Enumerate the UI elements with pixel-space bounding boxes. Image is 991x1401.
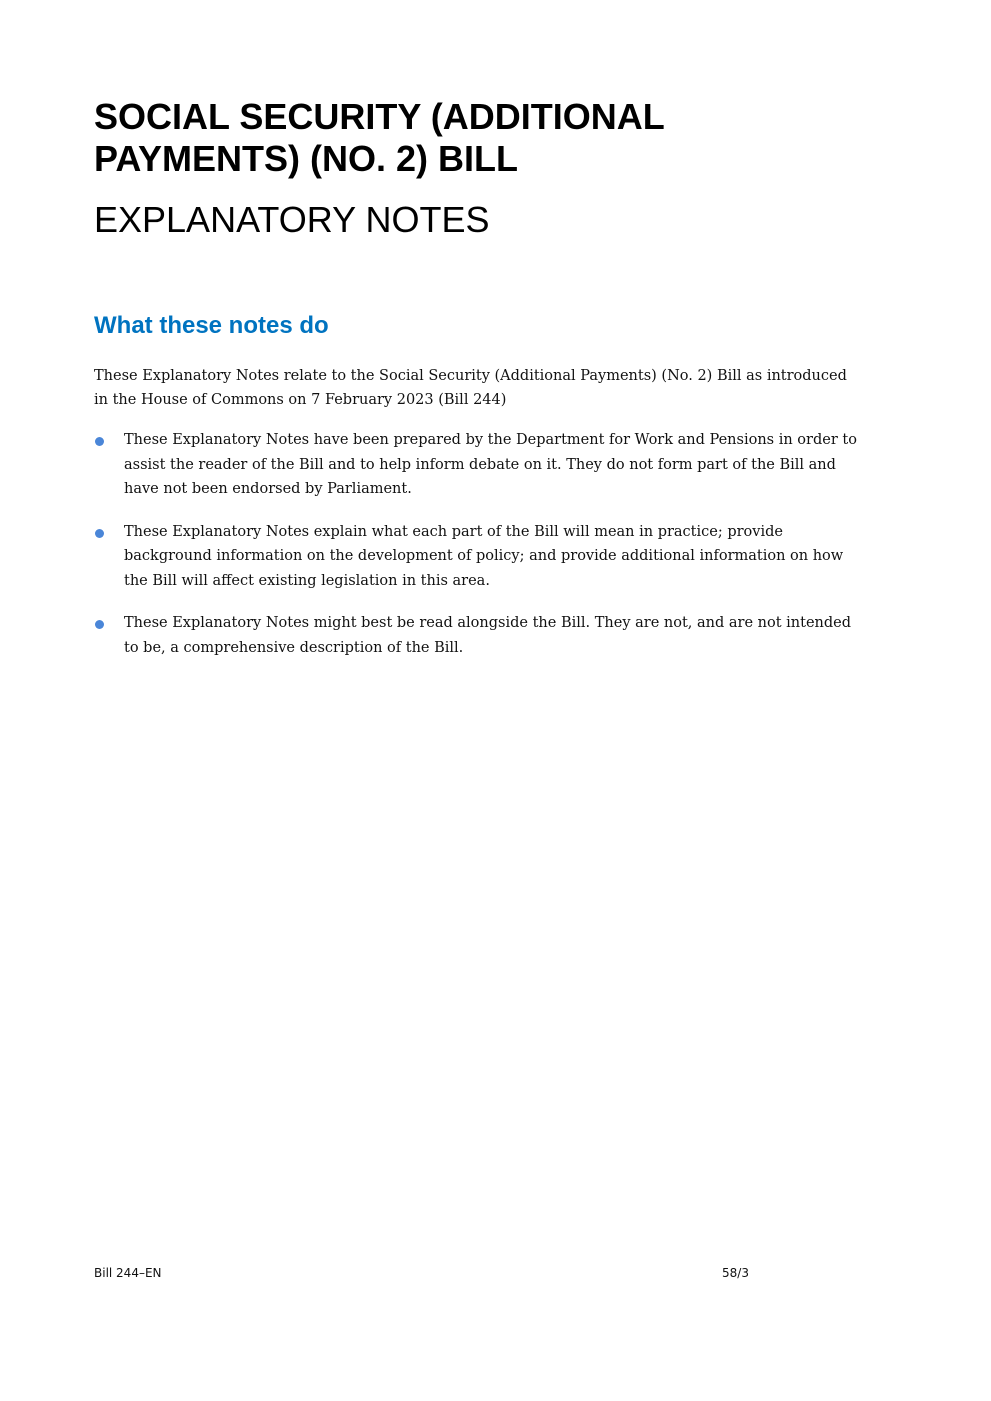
bullet-list — [94, 428, 864, 678]
intro-paragraph: These Explanatory Notes relate to the Social Security (Additional Payments) (No. 2) Bill as introduced in the House of Commons on 7 February 2023 (Bill 244) — [94, 368, 847, 408]
bullet-text: These Explanatory Notes might best be read alongside the Bill. They are not, and are not intended to be, a comprehensive description of the Bill. — [124, 615, 852, 656]
bullet-dot-icon — [95, 437, 104, 446]
bullet-dot-icon — [95, 620, 104, 629]
document-title: SOCIAL SECURITY (ADDITIONAL PAYMENTS) (NO. 2) BILL — [94, 96, 665, 179]
footer-bill-reference: Bill 244–EN — [94, 1266, 162, 1280]
bullet-text: These Explanatory Notes have been prepared by the Department for Work and Pensions in order to assist the reader of the Bill and to help inform debate on it. They do not form part of the Bill and have not been endorsed by Parliament. — [124, 432, 857, 497]
bullet-dot-icon — [95, 529, 104, 538]
bullet-text: These Explanatory Notes explain what each part of the Bill will mean in practice; provide background information on the development of policy; and provide additional information on how the Bill will affect existing legislation in this area. — [124, 523, 844, 589]
bullet-item — [94, 611, 864, 660]
footer-page-code: 58/3 — [722, 1266, 749, 1280]
document-subtitle: EXPLANATORY NOTES — [94, 199, 490, 240]
bullet-item — [94, 520, 864, 594]
bullet-item — [94, 428, 864, 502]
section-heading: What these notes do — [94, 312, 329, 339]
